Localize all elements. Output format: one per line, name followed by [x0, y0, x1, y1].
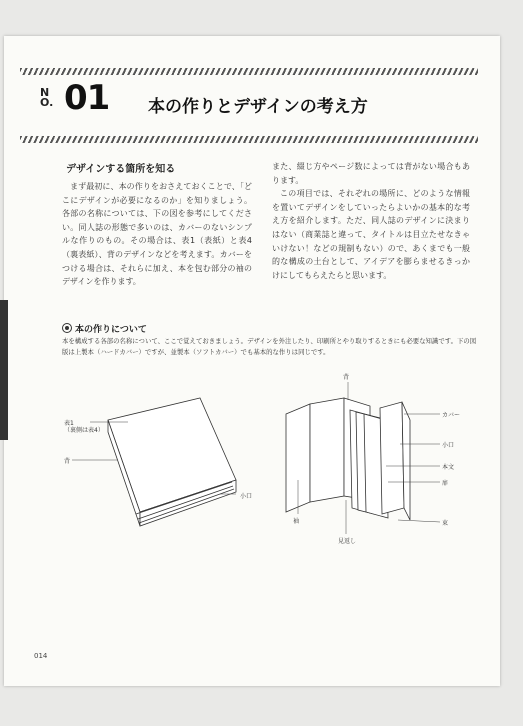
label-body: 本文	[442, 464, 455, 471]
page-title: 本の作りとデザインの考え方	[148, 97, 368, 117]
paragraph: この項目では、それぞれの場所に、どのような情報を置いてデザインをしていったらよいかの基本的な考え方を紹介します。ただ、同人誌のデザインに決まりはない（商業誌と違って、タイトルは目立たせなきゃいけない！などの規制もない）ので、あくまでも一般的な構成の土台として、アイデアを膨らませるきっかけにしてもらえたらと思います。	[272, 189, 470, 280]
label-cover1: 表1	[64, 420, 74, 427]
closed-book-drawing	[108, 398, 236, 526]
label-jacket: カバー	[442, 412, 461, 419]
paragraph: まず最初に、本の作りをおさえておくことで、「どこにデザインが必要になるのか」を知りましょう。各部の名称については、下の図を参考にしてください。同人誌の形態で多いのは、カバーのないシンプルな作りのもの。その場合は、表1（表紙）と表4（裏表紙）、背のデザインなどを考えます。カバーをつける場合は、それらに加え、本を包む部分の袖のデザインを作ります。	[62, 182, 252, 287]
paragraph: また、綴じ方やページ数によっては背がない場合もあります。	[272, 162, 470, 185]
number-prefix: N O.	[40, 86, 54, 109]
label-spine-left: 背	[64, 458, 71, 465]
label-cover1-note: （裏側は表4）	[64, 427, 104, 434]
page-number: 014	[34, 652, 48, 660]
label-endpaper: 扉	[442, 480, 449, 487]
label-flap: 袖	[293, 518, 300, 525]
label-band: 束	[442, 520, 449, 527]
figure-intro: 本を構成する各部の名称について、ここで覚えておきましょう。デザインを外注したり、印刷所とやり取りするときにも必要な知識です。下の図版は上製本（ハードカバー）ですが、並製本（ソフトカバー）でも基本的な作りは同じです。	[62, 337, 477, 356]
open-book-drawing	[286, 398, 410, 520]
chapter-number: 01	[64, 78, 110, 118]
label-fore-edge-left: 小口	[240, 493, 253, 500]
label-facing: 見返し	[338, 538, 357, 545]
figure-heading: 本の作りについて	[62, 322, 147, 335]
section-heading: デザインする箇所を知る	[66, 164, 176, 175]
label-fore-edge-right: 小口	[442, 442, 455, 449]
label-spine-right: 背	[343, 374, 350, 381]
